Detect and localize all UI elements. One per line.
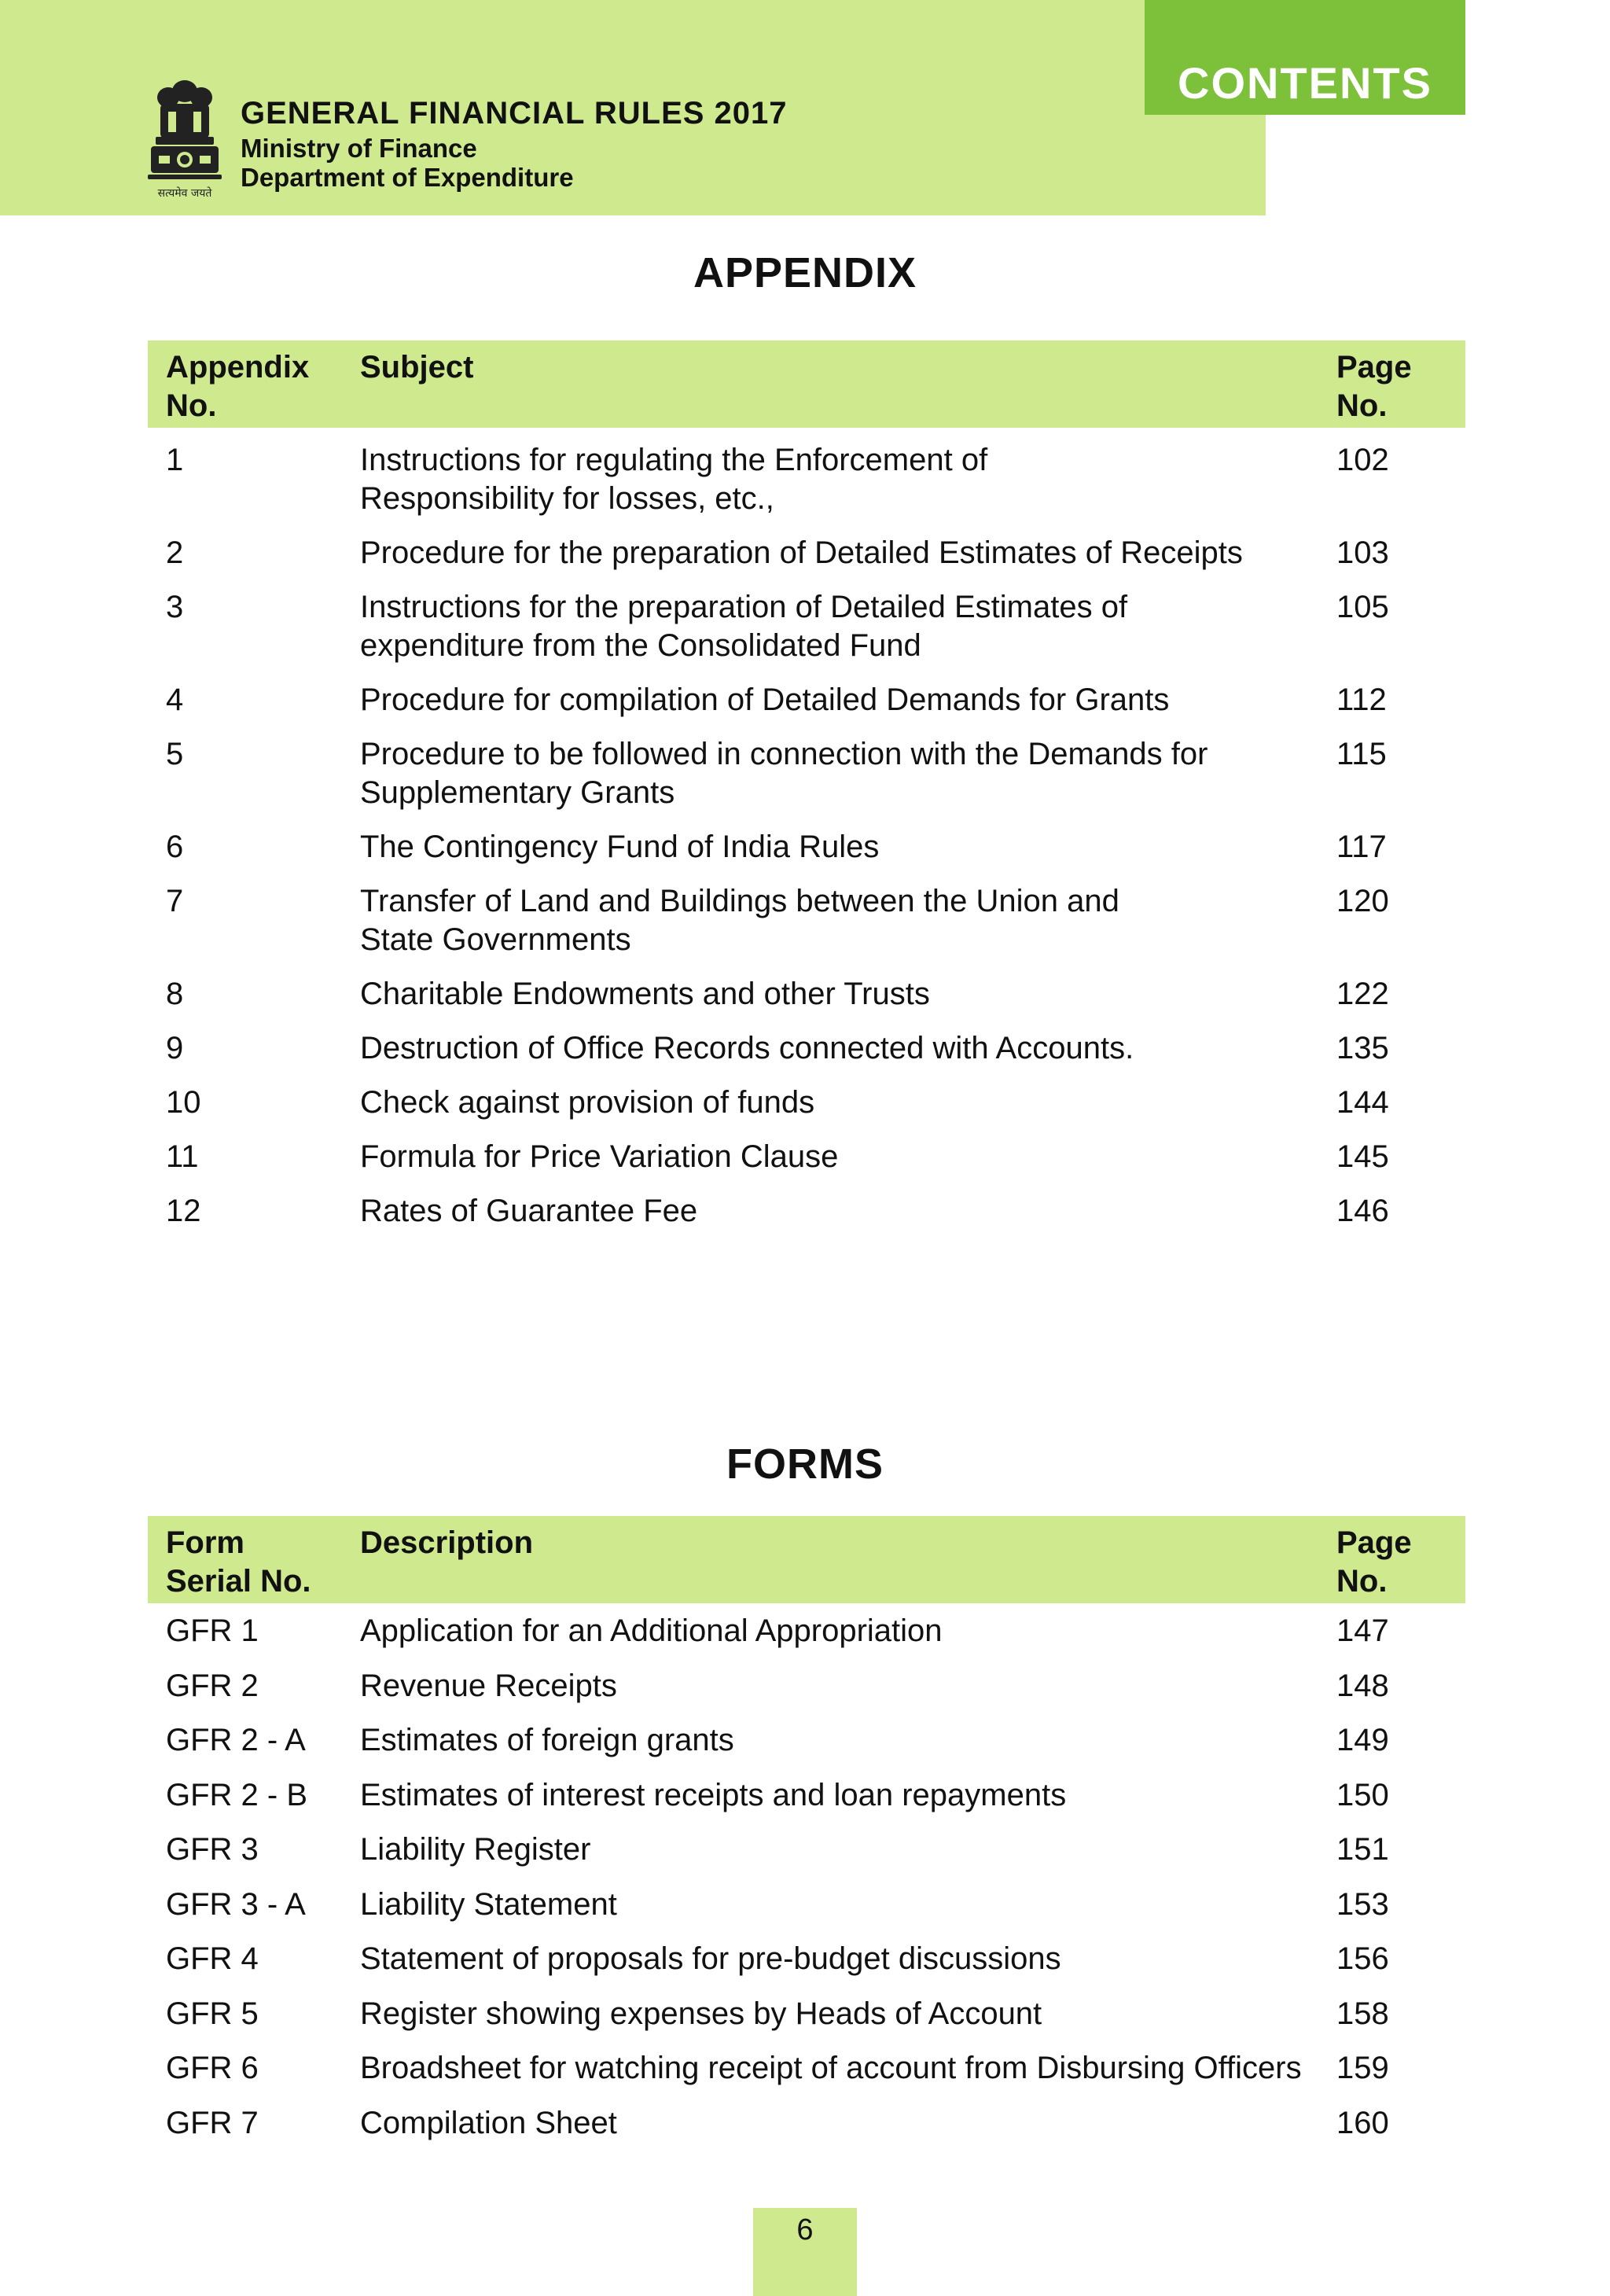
table-row bbox=[148, 735, 1465, 828]
contents-tab-label: CONTENTS bbox=[1178, 58, 1432, 108]
form-no: GFR 2 bbox=[166, 1668, 259, 1703]
appendix-no: 1 bbox=[166, 443, 184, 477]
table-row bbox=[148, 828, 1465, 882]
appendix-subject: Rates of Guarantee Fee bbox=[360, 1194, 698, 1228]
document-title-block bbox=[241, 98, 788, 190]
table-row bbox=[148, 1138, 1465, 1192]
form-no: GFR 2 - A bbox=[166, 1723, 306, 1757]
table-row bbox=[148, 882, 1465, 975]
form-no: GFR 4 bbox=[166, 1941, 259, 1976]
form-subject: Liability Register bbox=[360, 1832, 591, 1867]
appendix-subject: Procedure to be followed in connection with the Demands for Supplementary Grants bbox=[360, 737, 1208, 810]
page-number-cell: 145 bbox=[1336, 1139, 1389, 1174]
appendix-subject: Transfer of Land and Buildings between the Union and State Governments bbox=[360, 884, 1119, 957]
page-number-cell: 122 bbox=[1336, 977, 1389, 1011]
form-subject: Register showing expenses by Heads of Account bbox=[360, 1996, 1042, 2031]
page-number-cell: 103 bbox=[1336, 535, 1389, 570]
table-row bbox=[148, 1831, 1465, 1886]
page-number-cell: 147 bbox=[1336, 1613, 1389, 1648]
appendix-subject: The Contingency Fund of India Rules bbox=[360, 830, 880, 864]
page-number-cell: 102 bbox=[1336, 443, 1389, 477]
table-row bbox=[148, 2104, 1465, 2159]
page-number-cell: 153 bbox=[1336, 1886, 1389, 1922]
page-number-cell: 117 bbox=[1336, 830, 1387, 864]
column-header-page-no: Page No. bbox=[1336, 350, 1412, 423]
appendix-subject: Formula for Price Variation Clause bbox=[360, 1139, 839, 1174]
appendix-table-header bbox=[148, 340, 1465, 428]
appendix-no: 11 bbox=[166, 1139, 199, 1174]
appendix-heading: APPENDIX bbox=[693, 249, 917, 296]
table-row bbox=[148, 1776, 1465, 1831]
page-number-cell: 115 bbox=[1336, 737, 1387, 771]
table-row bbox=[148, 1029, 1465, 1084]
document-title: GENERAL FINANCIAL RULES 2017 bbox=[241, 96, 788, 131]
table-row bbox=[148, 1721, 1465, 1776]
appendix-table bbox=[148, 340, 1465, 1228]
table-row bbox=[148, 1192, 1465, 1246]
emblem-motto: सत्यमेव जयते bbox=[157, 187, 212, 200]
form-no: GFR 2 - B bbox=[166, 1777, 308, 1812]
form-no: GFR 3 - A bbox=[166, 1886, 306, 1922]
page-number-cell: 159 bbox=[1336, 2051, 1389, 2085]
page-number-cell: 105 bbox=[1336, 590, 1389, 624]
appendix-subject: Destruction of Office Records connected with Accounts. bbox=[360, 1031, 1134, 1065]
table-row bbox=[148, 1995, 1465, 2050]
table-row bbox=[148, 1612, 1465, 1667]
form-subject: Estimates of foreign grants bbox=[360, 1723, 734, 1757]
table-row bbox=[148, 1940, 1465, 1995]
table-row bbox=[148, 2049, 1465, 2104]
form-subject: Liability Statement bbox=[360, 1886, 617, 1922]
appendix-no: 5 bbox=[166, 737, 184, 771]
table-row bbox=[148, 1667, 1465, 1722]
national-emblem-icon bbox=[145, 74, 225, 204]
page-number-cell: 150 bbox=[1336, 1777, 1389, 1812]
page-number-cell: 160 bbox=[1336, 2105, 1389, 2140]
column-header-subject: Subject bbox=[360, 350, 474, 385]
appendix-no: 6 bbox=[166, 830, 184, 864]
page-number-cell: 146 bbox=[1336, 1194, 1389, 1228]
forms-table-header bbox=[148, 1516, 1465, 1603]
appendix-no: 7 bbox=[166, 884, 184, 918]
forms-table bbox=[148, 1516, 1465, 2140]
table-row bbox=[148, 681, 1465, 735]
appendix-subject: Check against provision of funds bbox=[360, 1085, 815, 1120]
form-subject: Broadsheet for watching receipt of account from Disbursing Officers bbox=[360, 2051, 1302, 2085]
table-row bbox=[148, 1886, 1465, 1941]
appendix-subject: Procedure for compilation of Detailed Demands for Grants bbox=[360, 683, 1170, 717]
appendix-no: 2 bbox=[166, 535, 184, 570]
table-row bbox=[148, 441, 1465, 534]
form-subject: Estimates of interest receipts and loan repayments bbox=[360, 1777, 1067, 1812]
appendix-no: 10 bbox=[166, 1085, 201, 1120]
appendix-subject: Charitable Endowments and other Trusts bbox=[360, 977, 930, 1011]
table-row bbox=[148, 975, 1465, 1029]
page-number-cell: 148 bbox=[1336, 1668, 1389, 1703]
form-no: GFR 3 bbox=[166, 1832, 259, 1867]
form-subject: Revenue Receipts bbox=[360, 1668, 617, 1703]
appendix-no: 3 bbox=[166, 590, 184, 624]
page-number-cell: 156 bbox=[1336, 1941, 1389, 1976]
appendix-no: 4 bbox=[166, 683, 184, 717]
appendix-no: 12 bbox=[166, 1194, 201, 1228]
page-number-cell: 158 bbox=[1336, 1996, 1389, 2031]
column-header-description: Description bbox=[360, 1525, 534, 1560]
appendix-subject: Instructions for the preparation of Detailed Estimates of expenditure from the Consolidated Fund bbox=[360, 590, 1128, 663]
form-no: GFR 5 bbox=[166, 1996, 259, 2031]
page-number: 6 bbox=[753, 2208, 857, 2296]
appendix-no: 9 bbox=[166, 1031, 184, 1065]
page-number-cell: 149 bbox=[1336, 1723, 1389, 1757]
column-header-page-no: Page No. bbox=[1336, 1525, 1412, 1599]
appendix-subject: Procedure for the preparation of Detailed Estimates of Receipts bbox=[360, 535, 1243, 570]
page-number-cell: 144 bbox=[1336, 1085, 1389, 1120]
department-name: Department of Expenditure bbox=[241, 163, 574, 192]
table-row bbox=[148, 534, 1465, 588]
column-header-form-serial-no: Form Serial No. bbox=[166, 1525, 311, 1599]
contents-tab bbox=[1145, 0, 1465, 115]
page-number-cell: 120 bbox=[1336, 884, 1389, 918]
appendix-no: 8 bbox=[166, 977, 184, 1011]
form-subject: Statement of proposals for pre-budget discussions bbox=[360, 1941, 1061, 1976]
table-row bbox=[148, 1084, 1465, 1138]
table-row bbox=[148, 588, 1465, 681]
forms-heading: FORMS bbox=[726, 1441, 884, 1488]
ministry-name: Ministry of Finance bbox=[241, 134, 477, 163]
page-number-cell: 112 bbox=[1336, 683, 1387, 717]
form-no: GFR 1 bbox=[166, 1613, 259, 1648]
page-number-cell: 151 bbox=[1336, 1832, 1389, 1867]
form-no: GFR 6 bbox=[166, 2051, 259, 2085]
appendix-subject: Instructions for regulating the Enforcement of Responsibility for losses, etc., bbox=[360, 443, 988, 516]
column-header-appendix-no: Appendix No. bbox=[166, 350, 310, 423]
form-subject: Application for an Additional Appropriation bbox=[360, 1613, 943, 1648]
form-subject: Compilation Sheet bbox=[360, 2105, 617, 2140]
form-no: GFR 7 bbox=[166, 2105, 259, 2140]
page-number-cell: 135 bbox=[1336, 1031, 1389, 1065]
